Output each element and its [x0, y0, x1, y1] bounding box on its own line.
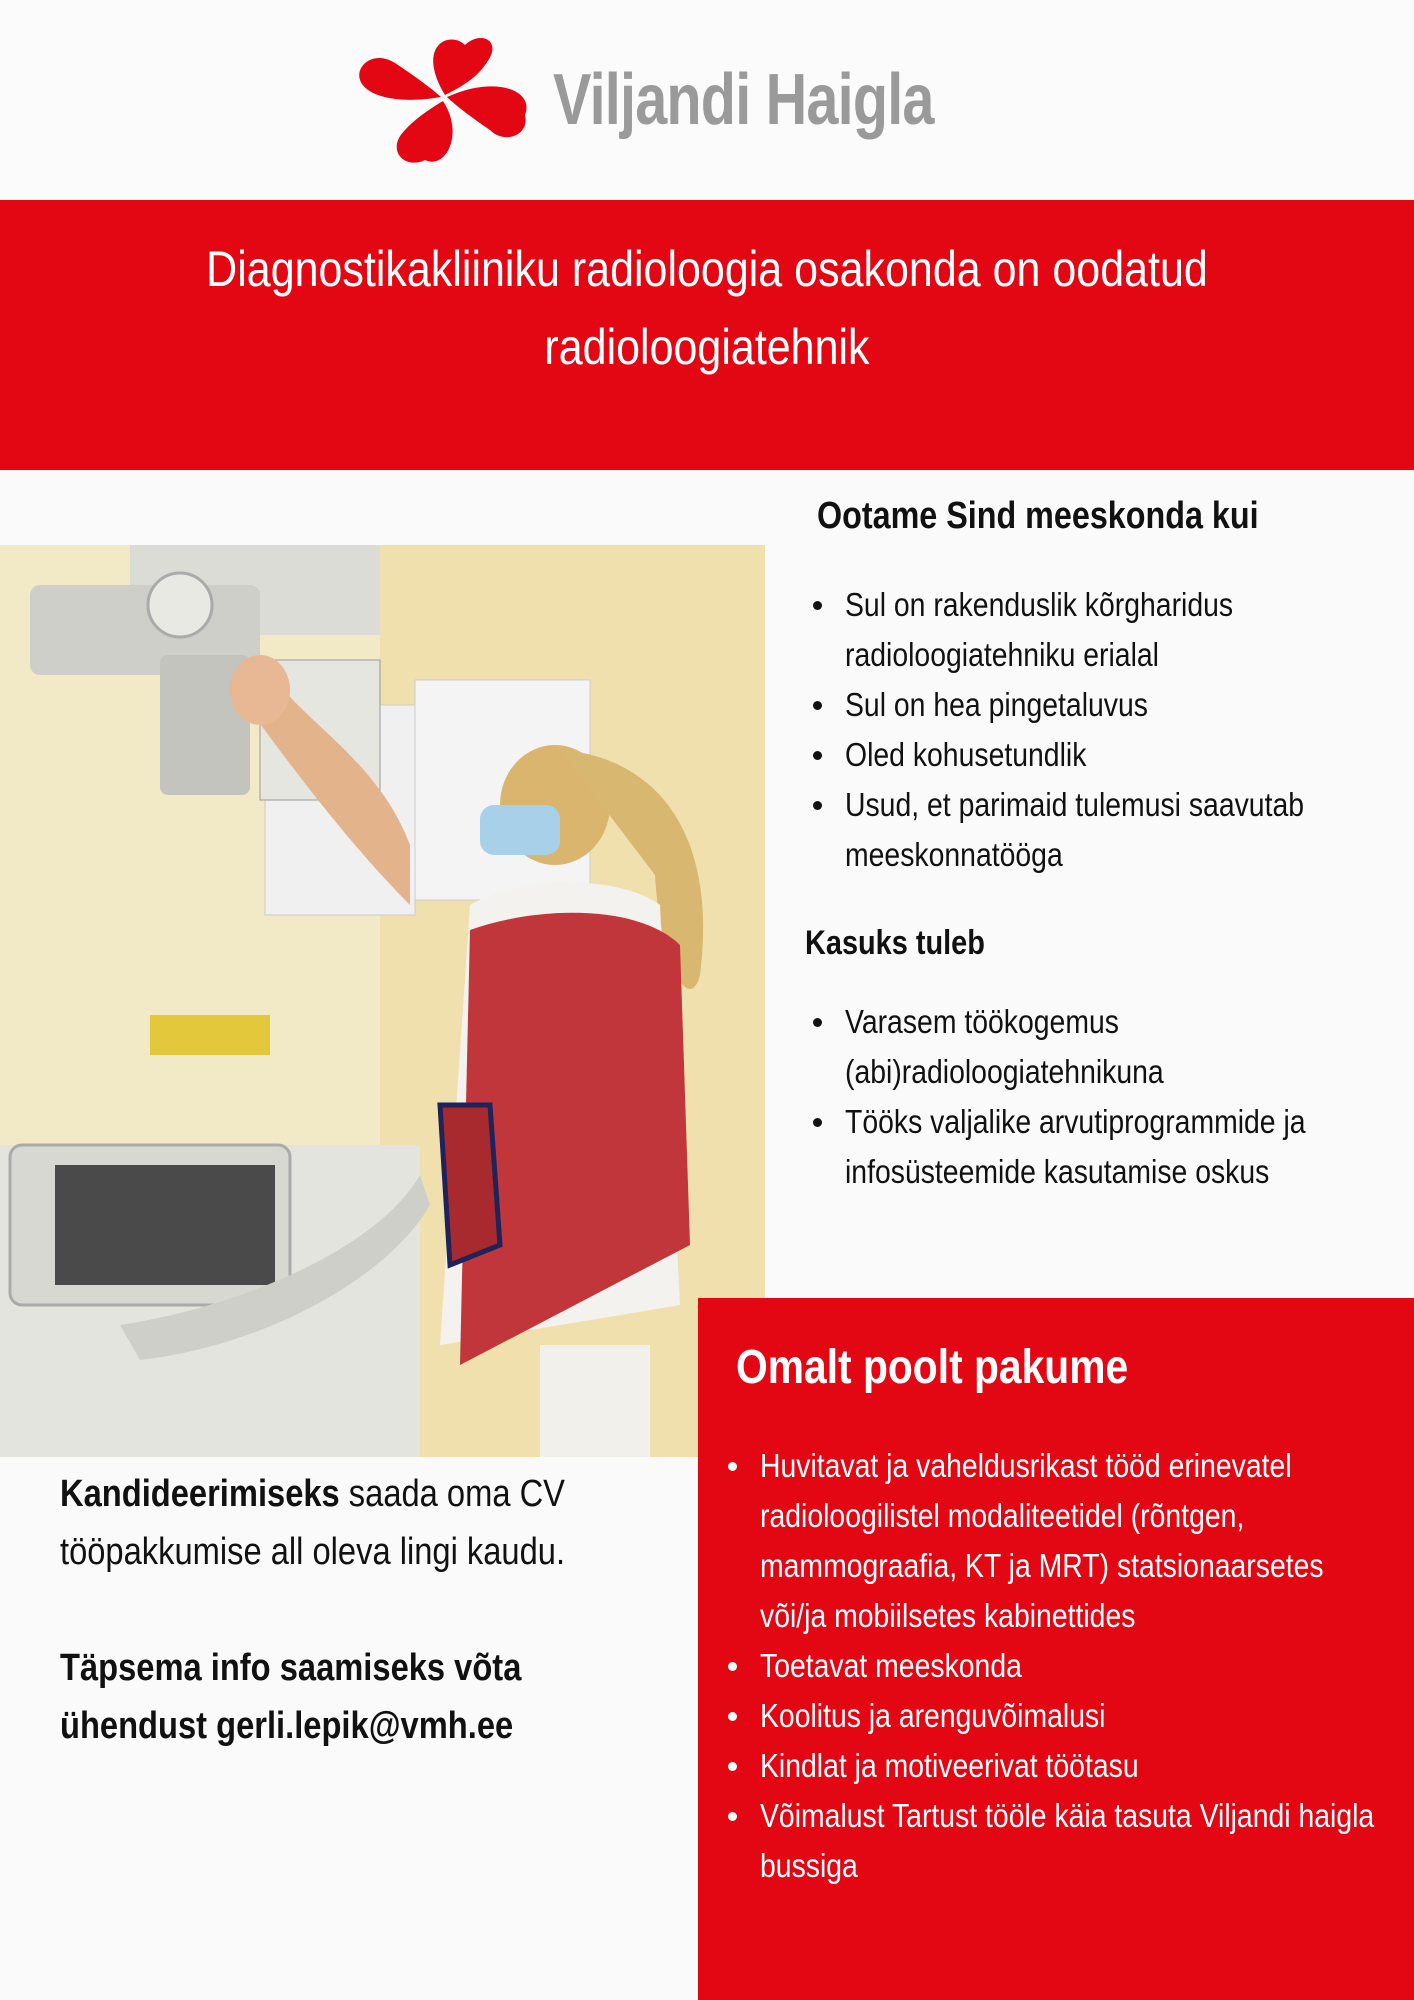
clover-logo-icon: [355, 35, 535, 165]
apply-rest: saada oma CV tööpakkumise all oleva lingi kaudu.: [60, 1473, 566, 1573]
logo-text: Viljandi Haigla: [553, 60, 934, 140]
page-title: Diagnostikakliiniku radioloogia osakonda on oodatud radioloogiatehnik: [206, 241, 1208, 375]
offer-list: [720, 1441, 1390, 1891]
apply-bold: Kandideerimiseks: [60, 1473, 340, 1515]
requirements-list: [805, 580, 1385, 880]
offer-heading: Omalt poolt pakume: [736, 1341, 1129, 1394]
list-item: Võimalust Tartust tööle käia tasuta Viljandi haigla bussiga: [720, 1791, 1390, 1891]
xray-room-illustration: [0, 545, 765, 1457]
header: [0, 0, 1414, 200]
list-item: Sul on rakenduslik kõrgharidus radioloogiatehniku erialal: [805, 580, 1385, 680]
contact-info: Täpsema info saamiseks võta ühendust gerli.lepik@vmh.ee: [60, 1647, 522, 1747]
list-item: Toetavat meeskonda: [720, 1641, 1390, 1691]
requirements-heading: Ootame Sind meeskonda kui: [817, 495, 1259, 537]
list-item: Tööks valjalike arvutiprogrammide ja infosüsteemide kasutamise oskus: [805, 1097, 1385, 1197]
logo: [355, 35, 1029, 165]
radiographer-photo: [0, 545, 765, 1457]
offer-section: [698, 1298, 1414, 2000]
requirements-section: [805, 495, 1385, 1197]
list-item: Oled kohusetundlik: [805, 730, 1385, 780]
list-item: Varasem töökogemus (abi)radioloogiatehnikuna: [805, 997, 1385, 1097]
apply-text: [60, 1465, 619, 1581]
contact-section: [60, 1465, 620, 1755]
advantages-heading: Kasuks tuleb: [805, 924, 985, 962]
list-item: Huvitavat ja vaheldusrikast tööd erinevatel radioloogilistel modaliteetidel (rõntgen, mammograafia, KT ja MRT) statsionaarsetes või/ja mobiilsetes kabinettides: [720, 1441, 1390, 1641]
list-item: Koolitus ja arenguvõimalusi: [720, 1691, 1390, 1741]
list-item: Sul on hea pingetaluvus: [805, 680, 1385, 730]
list-item: Usud, et parimaid tulemusi saavutab meeskonnatööga: [805, 780, 1385, 880]
advantages-list: [805, 997, 1385, 1197]
list-item: Kindlat ja motiveerivat töötasu: [720, 1741, 1390, 1791]
